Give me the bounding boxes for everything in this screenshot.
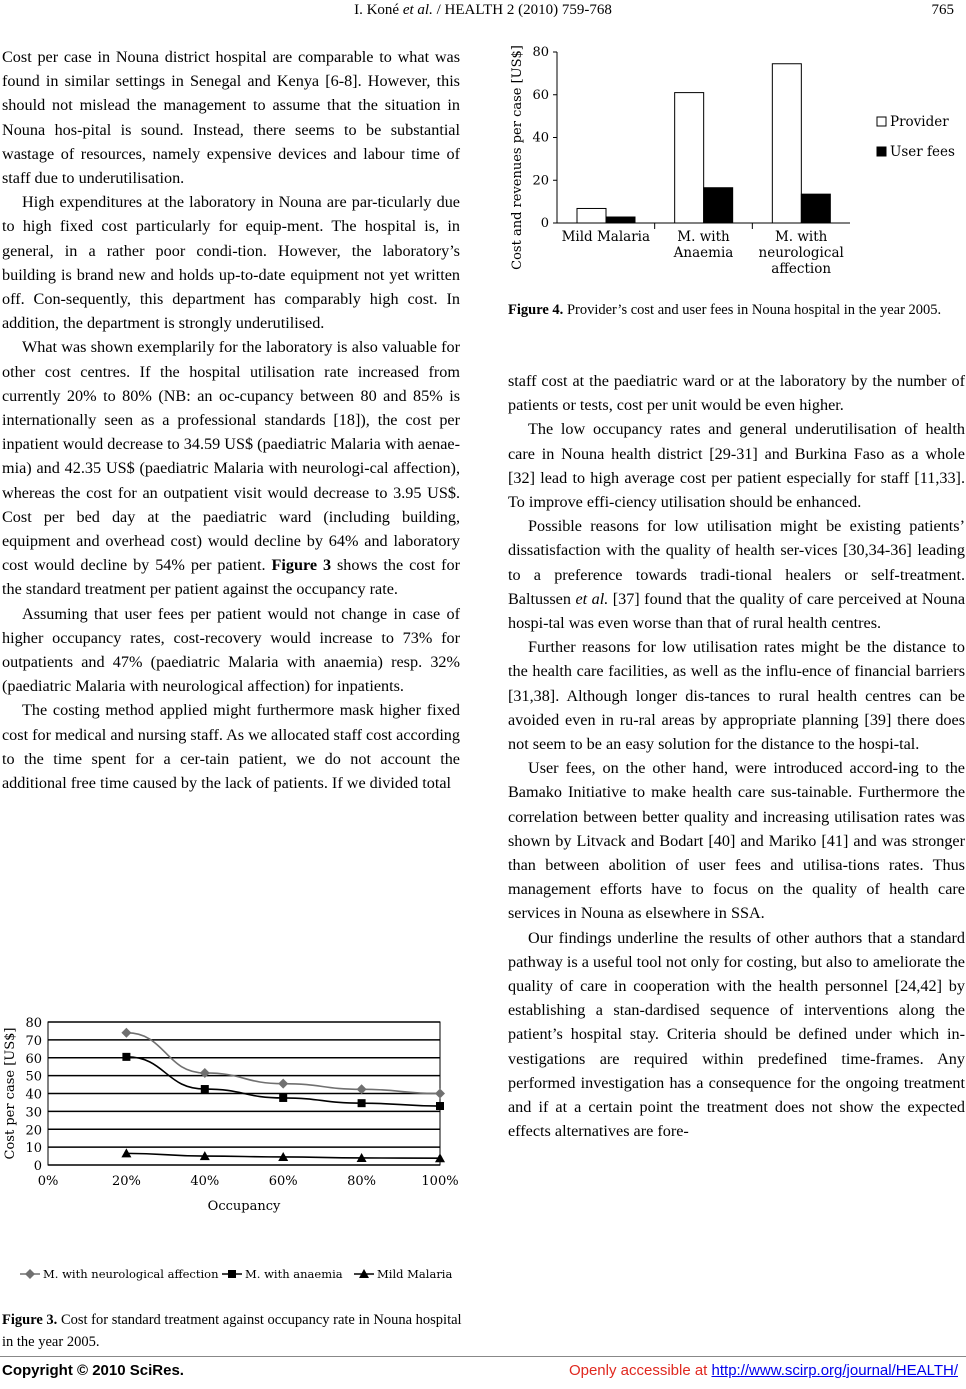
x-tick-label: M. with <box>677 229 730 245</box>
y-tick-label: 30 <box>25 1105 42 1121</box>
x-axis-label: Occupancy <box>207 1199 281 1214</box>
open-access-note: Openly accessible at http://www.scirp.org/journal/HEALTH/ <box>568 1362 958 1379</box>
figure-3-caption: Figure 3. Cost for standard treatment against occupancy rate in Nouna hospital in the year 2005. <box>2 1312 462 1350</box>
data-point <box>122 1053 130 1061</box>
x-tick-label: 40% <box>190 1174 220 1189</box>
footer-rule <box>0 1356 966 1357</box>
x-tick-label: 0% <box>37 1174 59 1189</box>
y-axis-label: Cost and revenues per case [US$] <box>510 45 525 270</box>
x-tick-label: Mild Malaria <box>561 229 651 245</box>
bar <box>704 188 733 223</box>
running-title: I. Koné et al. / HEALTH 2 (2010) 759-768 <box>354 2 612 18</box>
y-axis-label: Cost per case [US$] <box>3 1027 18 1160</box>
x-tick-label: affection <box>771 261 832 277</box>
page-number: 765 <box>931 2 954 18</box>
bar <box>801 194 830 223</box>
bar <box>772 64 801 223</box>
paragraph: Possible reasons for low utilisation might be existing patients’ dissatisfaction with the quality of health ser-vices [30,34-36] leading to a preference towards tradi-tional healers or self-treatment. Baltussen et al. [37] found that the quality of care perceived at Nouna hospi-tal was even worse than that of rural health centres. <box>508 517 965 633</box>
figure-3-reference: Figure 3 <box>271 556 332 575</box>
left-column <box>2 45 460 795</box>
x-tick-label: 80% <box>347 1174 377 1189</box>
x-tick-label: 20% <box>111 1174 141 1189</box>
y-tick-label: 60 <box>532 87 549 103</box>
y-tick-label: 0 <box>33 1159 42 1174</box>
y-tick-label: 40 <box>532 130 549 146</box>
legend-label: Mild Malaria <box>377 1267 453 1281</box>
legend-label: M. with neurological affection <box>43 1267 219 1281</box>
paragraph: The low occupancy rates and general underutilisation of health care in Nouna health district [29-31] and Burkina Faso as a whole [32] lead to high average cost per patient especially for staff [11,33]. To improve effi-ciency utilisation should be enhanced. <box>508 420 965 512</box>
bar <box>606 217 635 223</box>
y-tick-label: 0 <box>540 216 549 231</box>
y-tick-label: 20 <box>532 173 549 189</box>
y-tick-label: 80 <box>25 1016 42 1031</box>
y-tick-label: 60 <box>25 1051 42 1067</box>
paragraph: The costing method applied might furthermore mask higher fixed cost for medical and nursing staff. As we allocated staff cost according to the time spent for a cer-tain patient, we do not account the additional free time caused by the lack of patients. If we divided total <box>2 701 460 793</box>
data-point <box>25 1269 35 1279</box>
paragraph: Assuming that user fees per patient would not change in case of higher occupancy rates, cost-recovery would increase to 73% for outpatients and 47% (paediatric Malaria with anaemia) resp. 32% (paediatric Malaria with neurological affection) for inpatients. <box>2 604 460 696</box>
paragraph: Further reasons for low utilisation rates might be the distance to the health care facilities, as well as the influ-ence of financial barriers [31,38]. Although longer dis-tances to rural health centres can be avoided even in ru-ral areas by appropriate planning [39] there does not seem to be an easy solution for the distance to the hospi-tal. <box>508 638 965 754</box>
journal-link[interactable]: http://www.scirp.org/journal/HEALTH/ <box>711 1362 958 1379</box>
legend-label: User fees <box>890 144 955 160</box>
figure-3-line-chart <box>0 1010 465 1300</box>
paragraph: User fees, on the other hand, were introduced accord-ing to the Bamako Initiative to make health care sus-tainable. Furthermore the correlation between better quality and increasing utilisation rates was shown by Litvack and Bodart [40] and Mariko [41] and was stronger than between abolition of user fees and utilisa-tions rates. Thus management efforts have to focus on the quality of health care services in Nouna as elsewhere in SSA. <box>508 759 965 923</box>
x-tick-label: Anaemia <box>673 245 734 261</box>
y-tick-label: 80 <box>532 45 549 60</box>
data-point <box>278 1079 288 1089</box>
data-point <box>279 1094 287 1102</box>
data-point <box>201 1085 209 1093</box>
x-tick-label: 60% <box>268 1174 298 1189</box>
data-point <box>200 1068 210 1078</box>
x-tick-label: M. with <box>774 229 828 245</box>
y-tick-label: 50 <box>25 1069 42 1085</box>
figure-4-caption: Figure 4. Provider’s cost and user fees in Nouna hospital in the year 2005. <box>508 302 942 318</box>
paragraph: staff cost at the paediatric ward or at the laboratory by the number of patients or tests, cost per unit would be even higher. <box>508 372 965 415</box>
y-tick-label: 20 <box>25 1123 42 1139</box>
data-point <box>228 1270 236 1278</box>
paragraph: Cost per case in Nouna district hospital are comparable to what was found in similar settings in Senegal and Kenya [6-8]. However, this should not mislead the management to assume that the situation in Nouna hos-pital is sound. Instead, there seems to be substantial wastage of resources, namely expensive devices and labour time of staff due to underutilisation. <box>2 48 460 188</box>
legend-swatch <box>877 117 886 126</box>
legend-label: M. with anaemia <box>245 1267 343 1281</box>
data-point <box>121 1028 131 1038</box>
copyright: Copyright © 2010 SciRes. <box>2 1362 184 1379</box>
bar <box>577 208 606 223</box>
paragraph: High expenditures at the laboratory in Nouna are par-ticularly due to high fixed cost particularly for equip-ment. The hospital is, in general, in a rather poor condi-tion. However, the laboratory’s building is brand new and holds up-to-date equipment not yet written off. Con-sequently, this department has comparably high cost. In addition, the department is strongly underutilised. <box>2 193 460 333</box>
y-tick-label: 10 <box>25 1141 42 1157</box>
data-point <box>436 1102 444 1110</box>
y-tick-label: 70 <box>25 1033 42 1049</box>
x-tick-label: 100% <box>421 1174 459 1189</box>
data-point <box>357 1084 367 1094</box>
data-point <box>358 1099 366 1107</box>
paragraph: Our findings underline the results of other authors that a standard pathway is a useful tool not only for costing, but also to ameliorate the quality of care in cooperation with the health personnel [24,42] by establishing a stan-dardised sequence of interventions along the patient’s hospital stay. Criteria should be defined under which in-vestigations are required within predefined time-frames. Any performed investigation has a consequence for the ongoing treatment and if at a certain point the treatment does not show the expected effects alternatives are fore- <box>508 928 965 1141</box>
data-point <box>435 1089 445 1099</box>
legend-swatch <box>877 147 886 156</box>
y-tick-label: 40 <box>25 1087 42 1103</box>
paragraph: What was shown exemplarily for the laboratory is also valuable for other cost centres. If the hospital utilisation rate increased from currently 20% to 80% (NB: an oc-cupancy between 80 and 85% is internationally seen as a professional standards [18]), the cost per inpatient would decrease to 34.59 US$ (paediatric Malaria with aenae-mia) and 42.35 US$ (paediatric Malaria with neurologi-cal affection), whereas the cost for an outpatient visit would decrease to 3.95 US$. Cost per bed day at the paediatric ward (including building, equipment and overhead cost) would decline by 64% and laboratory cost would decline by 54% per patient. Figure 3 shows the cost for the standard treatment per patient against the occupancy rate. <box>2 338 461 599</box>
right-column <box>508 369 965 1144</box>
x-tick-label: neurological <box>758 245 844 261</box>
bar <box>675 93 704 223</box>
legend-label: Provider <box>890 114 949 130</box>
figure-4-bar-chart <box>505 36 966 291</box>
